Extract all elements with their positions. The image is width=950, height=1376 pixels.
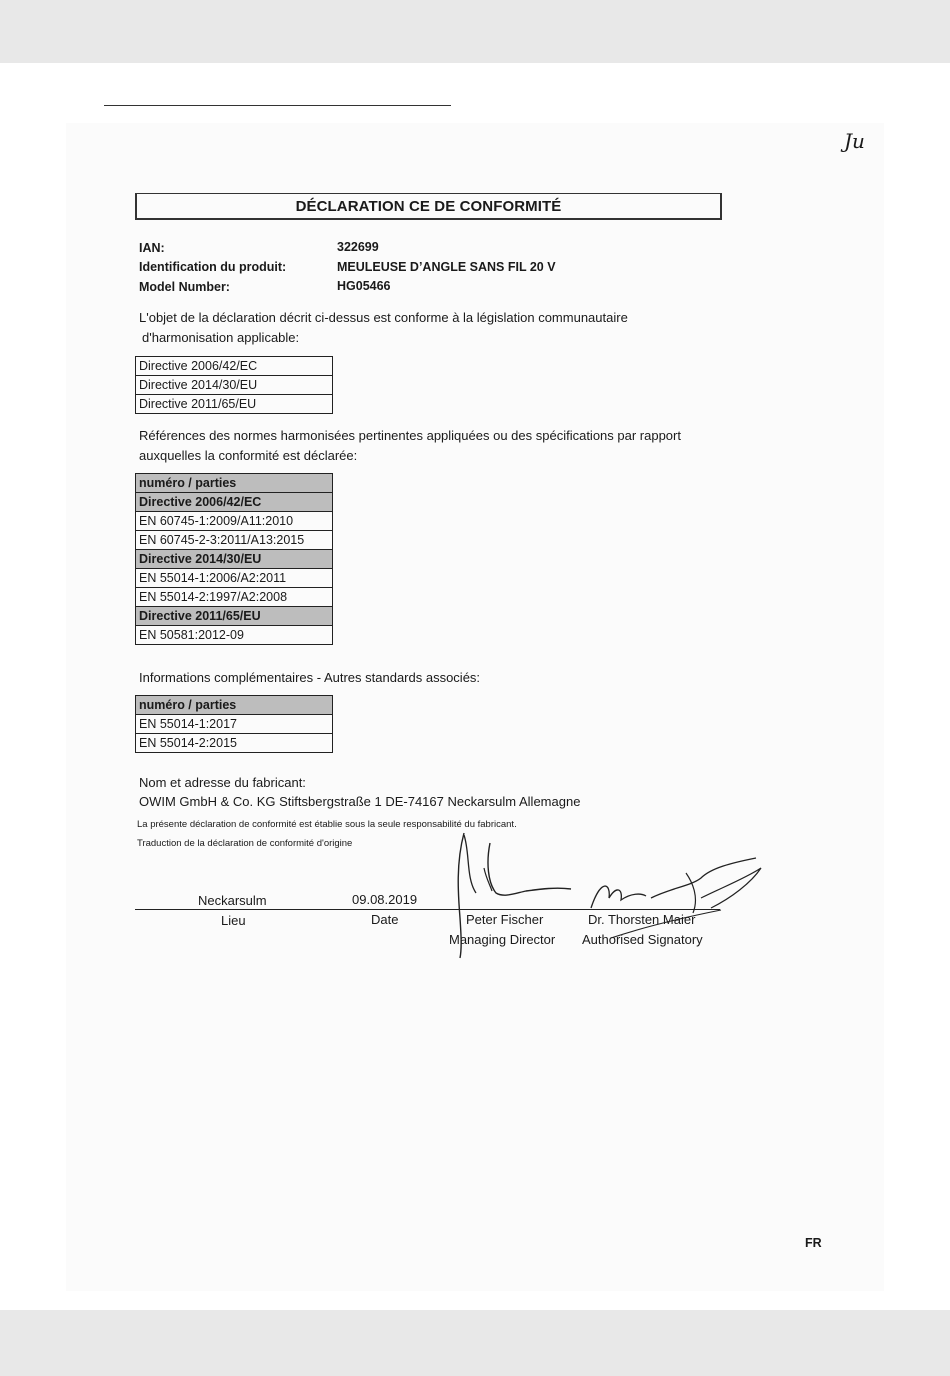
signature-peter-fischer — [446, 823, 596, 963]
ian-value: 322699 — [337, 240, 379, 254]
standards-directive-cell: Directive 2011/65/EU — [136, 607, 333, 626]
directive-cell: Directive 2006/42/EC — [136, 357, 333, 376]
signature-thorsten-maier — [581, 838, 771, 948]
declaration-title-text: DÉCLARATION CE DE CONFORMITÉ — [295, 197, 562, 215]
manufacturer-label: Nom et adresse du fabricant: — [139, 775, 306, 790]
table-row — [136, 531, 333, 550]
standards-directive-cell: Directive 2014/30/EU — [136, 550, 333, 569]
top-margin-band — [0, 0, 950, 63]
standards-norm-cell: EN 55014-2:1997/A2:2008 — [136, 588, 333, 607]
signer2-name: Dr. Thorsten Maier — [588, 912, 696, 927]
standards-table — [135, 473, 333, 645]
standards-norm-cell: EN 55014-1:2006/A2:2011 — [136, 569, 333, 588]
ian-label: IAN: — [139, 241, 165, 255]
standards-directive-cell: Directive 2006/42/EC — [136, 493, 333, 512]
directives-table — [135, 356, 333, 414]
standards-norm-cell: EN 50581:2012-09 — [136, 626, 333, 645]
table-row — [136, 696, 333, 715]
table-row — [136, 626, 333, 645]
additional-standards-table — [135, 695, 333, 753]
table-row — [136, 474, 333, 493]
scanned-declaration — [66, 123, 884, 1291]
additional-header-cell: numéro / parties — [136, 696, 333, 715]
product-id-value: MEULEUSE D’ANGLE SANS FIL 20 V — [337, 260, 556, 274]
directive-cell: Directive 2011/65/EU — [136, 395, 333, 414]
table-row — [136, 493, 333, 512]
additional-norm-cell: EN 55014-2:2015 — [136, 734, 333, 753]
references-statement-line2: auxquelles la conformité est déclarée: — [139, 448, 358, 463]
place-label: Lieu — [221, 913, 246, 928]
table-row — [136, 376, 333, 395]
header-rule — [104, 105, 451, 106]
directive-cell: Directive 2014/30/EU — [136, 376, 333, 395]
bottom-margin-band — [0, 1310, 950, 1376]
date-value: 09.08.2019 — [352, 892, 418, 907]
conformity-statement-line2: d'harmonisation applicable: — [142, 330, 300, 345]
standards-header-cell: numéro / parties — [136, 474, 333, 493]
table-row — [136, 357, 333, 376]
product-id-label: Identification du produit: — [139, 260, 287, 274]
table-row — [136, 550, 333, 569]
table-row — [136, 715, 333, 734]
table-row — [136, 395, 333, 414]
conformity-statement-line1: L'objet de la déclaration décrit ci-dessus est conforme à la législation communautaire — [139, 310, 628, 325]
table-row — [136, 569, 333, 588]
model-number-label: Model Number: — [139, 280, 230, 294]
additional-standards-heading: Informations complémentaires - Autres standards associés: — [139, 670, 481, 685]
declaration-title — [135, 193, 722, 220]
signer2-title: Authorised Signatory — [582, 932, 703, 947]
table-row — [136, 734, 333, 753]
language-marker: FR — [805, 1236, 822, 1250]
table-row — [136, 588, 333, 607]
responsibility-note: La présente déclaration de conformité est établie sous la seule responsabilité du fabricant. — [137, 819, 517, 830]
date-label: Date — [371, 912, 399, 927]
translation-note: Traduction de la déclaration de conformité d'origine — [137, 838, 353, 849]
additional-norm-cell: EN 55014-1:2017 — [136, 715, 333, 734]
document-page — [0, 63, 950, 1310]
corner-handwritten-mark: Ju — [844, 129, 865, 153]
signer1-name: Peter Fischer — [466, 912, 544, 927]
place-value: Neckarsulm — [198, 893, 267, 908]
standards-norm-cell: EN 60745-2-3:2011/A13:2015 — [136, 531, 333, 550]
standards-norm-cell: EN 60745-1:2009/A11:2010 — [136, 512, 333, 531]
references-statement-line1: Références des normes harmonisées pertinentes appliquées ou des spécifications par rapport — [139, 428, 681, 443]
model-number-value: HG05466 — [337, 279, 391, 293]
table-row — [136, 607, 333, 626]
manufacturer-address: OWIM GmbH & Co. KG Stiftsbergstraße 1 DE-74167 Neckarsulm Allemagne — [139, 794, 581, 809]
signer1-title: Managing Director — [449, 932, 556, 947]
table-row — [136, 512, 333, 531]
